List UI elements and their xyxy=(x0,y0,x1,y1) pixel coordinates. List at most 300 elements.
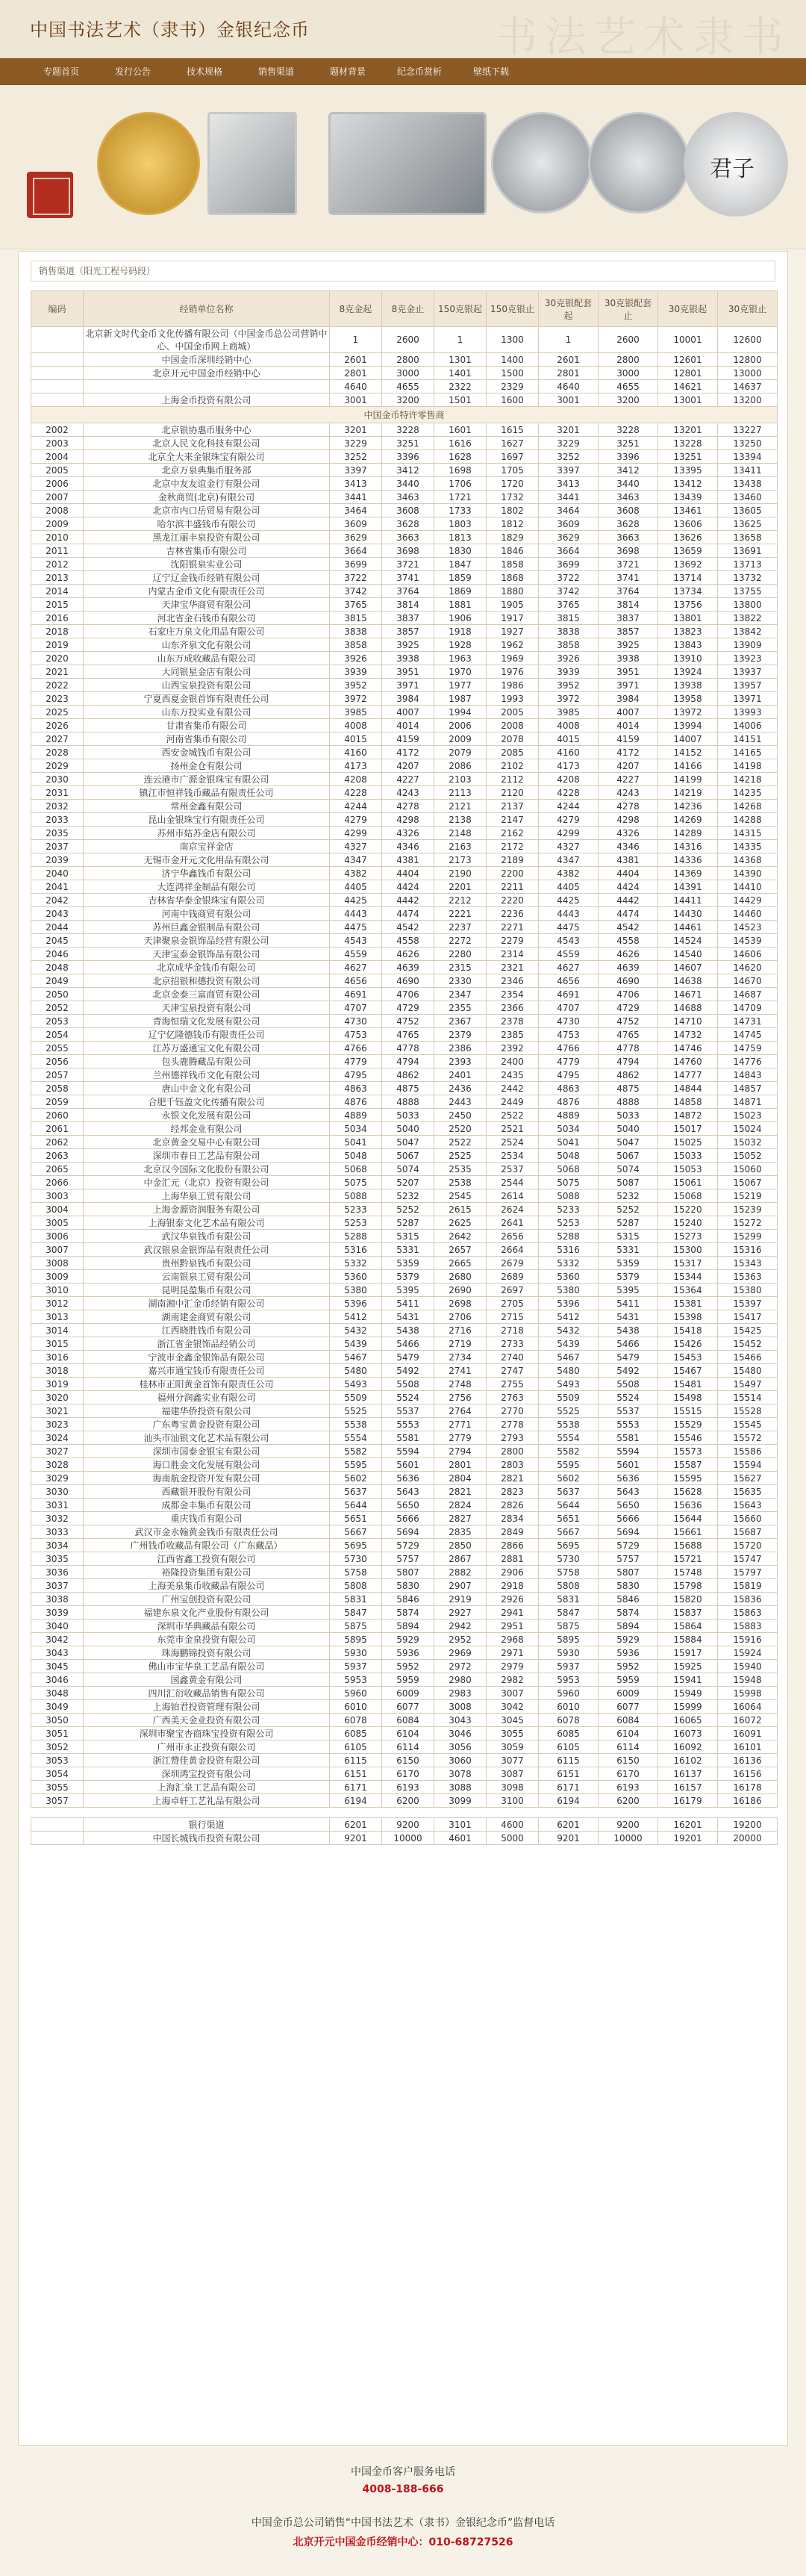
cell-code: 2020 xyxy=(31,652,84,665)
cell-range-value: 2524 xyxy=(487,1136,539,1149)
cell-range-value: 5667 xyxy=(330,1525,382,1539)
cell-code: 3013 xyxy=(31,1310,84,1324)
cell-range-value: 4424 xyxy=(382,880,434,894)
cell-range-value: 4347 xyxy=(539,853,599,867)
nav-item-home[interactable]: 专题首页 xyxy=(43,66,79,77)
cell-range-value: 2279 xyxy=(487,934,539,948)
cell-range-value: 3815 xyxy=(330,612,382,625)
cell-range-value: 15024 xyxy=(718,1122,778,1136)
cell-range-value: 3972 xyxy=(539,692,599,706)
cell-range-value: 4442 xyxy=(382,894,434,907)
table-row xyxy=(31,1176,778,1189)
cell-range-value: 15948 xyxy=(718,1673,778,1687)
cell-range-value: 13000 xyxy=(718,367,778,380)
cell-range-value: 2835 xyxy=(434,1525,487,1539)
cell-code: 2027 xyxy=(31,732,84,746)
cell-range-value: 6078 xyxy=(539,1714,599,1727)
breadcrumb: 销售渠道（阳光工程号码段） xyxy=(31,261,775,281)
cell-range-value: 5595 xyxy=(539,1458,599,1472)
cell-code: 3014 xyxy=(31,1324,84,1337)
cell-range-value: 14391 xyxy=(658,880,718,894)
cell-dealer-name: 广州市永正投资有限公司 xyxy=(84,1740,330,1754)
cell-range-value: 1906 xyxy=(434,612,487,625)
table-body xyxy=(31,327,778,1845)
cell-range-value: 2779 xyxy=(434,1431,487,1445)
table-row xyxy=(31,800,778,813)
table-row xyxy=(31,1499,778,1512)
cell-range-value: 14166 xyxy=(658,759,718,773)
cell-code: 2039 xyxy=(31,853,84,867)
cell-range-value: 1813 xyxy=(434,531,487,544)
cell-dealer-name: 中国长城钱币投资有限公司 xyxy=(84,1832,330,1845)
cell-range-value: 2103 xyxy=(434,773,487,786)
cell-range-value: 5396 xyxy=(539,1297,599,1310)
cell-range-value: 13412 xyxy=(658,477,718,491)
cell-range-value: 14637 xyxy=(718,380,778,393)
cell-code: 2018 xyxy=(31,625,84,638)
cell-range-value: 5359 xyxy=(599,1257,658,1270)
cell-range-value: 4425 xyxy=(330,894,382,907)
cell-range-value: 4404 xyxy=(599,867,658,880)
cell-range-value: 6084 xyxy=(382,1714,434,1727)
table-row xyxy=(31,1216,778,1230)
cell-range-value: 15381 xyxy=(658,1297,718,1310)
cell-range-value: 3088 xyxy=(434,1781,487,1794)
cell-range-value: 3396 xyxy=(382,450,434,464)
cell-range-value: 3412 xyxy=(382,464,434,477)
cell-range-value: 2347 xyxy=(434,988,487,1001)
cell-range-value: 2386 xyxy=(434,1042,487,1055)
cell-range-value: 20000 xyxy=(718,1832,778,1845)
cell-code: 2056 xyxy=(31,1055,84,1068)
cell-range-value: 5379 xyxy=(382,1270,434,1284)
cell-code: 2005 xyxy=(31,464,84,477)
cell-range-value: 2545 xyxy=(434,1189,487,1203)
cell-range-value: 2237 xyxy=(434,921,487,934)
cell-range-value: 3252 xyxy=(539,450,599,464)
cell-range-value: 16091 xyxy=(718,1727,778,1740)
cell-range-value: 2979 xyxy=(487,1660,539,1673)
cell-code: 2006 xyxy=(31,477,84,491)
cell-range-value: 2971 xyxy=(487,1646,539,1660)
cell-range-value: 2919 xyxy=(434,1593,487,1606)
cell-range-value: 5581 xyxy=(382,1431,434,1445)
cell-range-value: 2006 xyxy=(434,719,487,732)
cell-code xyxy=(31,367,84,380)
cell-range-value: 6078 xyxy=(330,1714,382,1727)
cell-range-value: 5048 xyxy=(330,1149,382,1163)
cell-range-value: 5525 xyxy=(539,1404,599,1418)
cell-range-value: 3043 xyxy=(434,1714,487,1727)
nav-item-wallpaper[interactable]: 壁纸下载 xyxy=(472,66,509,77)
cell-range-value: 4627 xyxy=(539,961,599,974)
table-row xyxy=(31,1818,778,1832)
cell-range-value: 5316 xyxy=(330,1243,382,1257)
cell-range-value: 15925 xyxy=(658,1660,718,1673)
table-row xyxy=(31,692,778,706)
table-row xyxy=(31,1001,778,1015)
cell-range-value: 5075 xyxy=(330,1176,382,1189)
cell-range-value: 1601 xyxy=(434,423,487,437)
cell-range-value: 5467 xyxy=(330,1351,382,1364)
cell-code: 3049 xyxy=(31,1700,84,1714)
cell-range-value: 2520 xyxy=(434,1122,487,1136)
cell-range-value: 2393 xyxy=(434,1055,487,1068)
cell-range-value: 13394 xyxy=(718,450,778,464)
cell-range-value: 13755 xyxy=(718,585,778,598)
cell-range-value: 2800 xyxy=(487,1445,539,1458)
cell-dealer-name: 浙江省金银饰品经销公司 xyxy=(84,1337,330,1351)
cell-range-value: 3628 xyxy=(382,517,434,531)
cell-code: 3009 xyxy=(31,1270,84,1284)
cell-range-value: 5000 xyxy=(487,1832,539,1845)
cell-code: 3050 xyxy=(31,1714,84,1727)
cell-code: 3054 xyxy=(31,1767,84,1781)
cell-range-value: 4766 xyxy=(539,1042,599,1055)
cell-range-value: 1993 xyxy=(487,692,539,706)
table-row xyxy=(31,464,778,477)
cell-range-value: 5479 xyxy=(599,1351,658,1364)
cell-range-value: 6105 xyxy=(539,1740,599,1754)
cell-dealer-name: 唐山中金文化有限公司 xyxy=(84,1082,330,1095)
cell-range-value: 15425 xyxy=(718,1324,778,1337)
cell-range-value: 3722 xyxy=(539,571,599,585)
table-row xyxy=(31,598,778,612)
cell-range-value: 4640 xyxy=(330,380,382,393)
cell-range-value: 3251 xyxy=(382,437,434,450)
cell-code: 3038 xyxy=(31,1593,84,1606)
cell-range-value: 15720 xyxy=(718,1539,778,1552)
cell-dealer-name: 武汉华泉钱币有限公司 xyxy=(84,1230,330,1243)
cell-range-value: 2972 xyxy=(434,1660,487,1673)
cell-range-value: 2379 xyxy=(434,1028,487,1042)
cell-range-value: 3078 xyxy=(434,1767,487,1781)
cell-dealer-name: 山东万成收藏品有限公司 xyxy=(84,652,330,665)
cell-range-value: 5643 xyxy=(599,1485,658,1499)
cell-range-value: 13460 xyxy=(718,491,778,504)
cell-dealer-name: 广州宝创投资有限公司 xyxy=(84,1593,330,1606)
cell-range-value: 3938 xyxy=(382,652,434,665)
cell-range-value: 15595 xyxy=(658,1472,718,1485)
table-row xyxy=(31,1189,778,1203)
cell-range-value: 2534 xyxy=(487,1149,539,1163)
cell-range-value: 15060 xyxy=(718,1163,778,1176)
cell-range-value: 5252 xyxy=(599,1203,658,1216)
cell-range-value: 1918 xyxy=(434,625,487,638)
cell-range-value: 3045 xyxy=(487,1714,539,1727)
nav-item-sales-channels[interactable]: 销售渠道 xyxy=(257,66,294,77)
cell-range-value: 3721 xyxy=(382,558,434,571)
cell-dealer-name: 裕隆投资集团有限公司 xyxy=(84,1566,330,1579)
cell-range-value: 1905 xyxy=(487,598,539,612)
cell-range-value: 5509 xyxy=(539,1391,599,1404)
cell-range-value: 5316 xyxy=(539,1243,599,1257)
cell-range-value: 3939 xyxy=(330,665,382,679)
table-row xyxy=(31,719,778,732)
cell-dealer-name: 西安金城钱币有限公司 xyxy=(84,746,330,759)
cell-range-value: 15052 xyxy=(718,1149,778,1163)
cell-code: 2028 xyxy=(31,746,84,759)
table-row xyxy=(31,1055,778,1068)
table-row xyxy=(31,1660,778,1673)
cell-range-value: 4405 xyxy=(539,880,599,894)
cell-range-value: 2821 xyxy=(487,1472,539,1485)
cell-code: 3057 xyxy=(31,1794,84,1808)
cell-range-value: 4298 xyxy=(382,813,434,827)
cell-range-value: 3722 xyxy=(330,571,382,585)
gold-coin-image xyxy=(97,112,200,215)
cell-code: 3031 xyxy=(31,1499,84,1512)
table-row xyxy=(31,880,778,894)
cell-range-value: 13924 xyxy=(658,665,718,679)
cell-range-value: 5602 xyxy=(539,1472,599,1485)
cell-range-value: 3464 xyxy=(539,504,599,517)
cell-range-value: 5315 xyxy=(599,1230,658,1243)
cell-range-value: 5553 xyxy=(382,1418,434,1431)
table-row xyxy=(31,1593,778,1606)
cell-range-value: 2315 xyxy=(434,961,487,974)
cell-range-value: 4173 xyxy=(539,759,599,773)
cell-range-value: 14607 xyxy=(658,961,718,974)
cell-range-value: 13691 xyxy=(718,544,778,558)
cell-code: 3024 xyxy=(31,1431,84,1445)
cell-range-value: 3228 xyxy=(382,423,434,437)
cell-range-value: 15572 xyxy=(718,1431,778,1445)
cell-range-value: 2968 xyxy=(487,1633,539,1646)
table-row xyxy=(31,327,778,353)
cell-code xyxy=(31,393,84,407)
cell-range-value: 5666 xyxy=(599,1512,658,1525)
table-row xyxy=(31,1552,778,1566)
cell-range-value: 15067 xyxy=(718,1176,778,1189)
cell-range-value: 4707 xyxy=(330,1001,382,1015)
cell-range-value: 5088 xyxy=(539,1189,599,1203)
cell-range-value: 14315 xyxy=(718,827,778,840)
cell-range-value: 1705 xyxy=(487,464,539,477)
cell-range-value: 2449 xyxy=(487,1095,539,1109)
cell-range-value: 2113 xyxy=(434,786,487,800)
cell-range-value: 2314 xyxy=(487,948,539,961)
cell-range-value: 4876 xyxy=(330,1095,382,1109)
cell-range-value: 14871 xyxy=(718,1095,778,1109)
cell-code: 2049 xyxy=(31,974,84,988)
cell-range-value: 4227 xyxy=(382,773,434,786)
table-row xyxy=(31,1082,778,1095)
cell-range-value: 5288 xyxy=(539,1230,599,1243)
cell-range-value: 3200 xyxy=(599,393,658,407)
cell-range-value: 2697 xyxy=(487,1284,539,1297)
cell-range-value: 14638 xyxy=(658,974,718,988)
cell-range-value: 5937 xyxy=(330,1660,382,1673)
cell-range-value: 4707 xyxy=(539,1001,599,1015)
nav-item-announcement[interactable]: 发行公告 xyxy=(114,66,151,77)
cell-range-value: 2147 xyxy=(487,813,539,827)
nav-item-specs[interactable]: 技术规格 xyxy=(186,66,222,77)
table-row xyxy=(31,1620,778,1633)
cell-range-value: 15480 xyxy=(718,1364,778,1378)
cell-range-value: 5412 xyxy=(330,1310,382,1324)
cell-range-value: 15884 xyxy=(658,1633,718,1646)
cell-range-value: 1994 xyxy=(434,706,487,719)
cell-range-value: 5380 xyxy=(539,1284,599,1297)
cell-code: 3020 xyxy=(31,1391,84,1404)
cell-range-value: 5644 xyxy=(330,1499,382,1512)
cell-range-value: 4443 xyxy=(330,907,382,921)
cell-range-value: 4424 xyxy=(599,880,658,894)
table-row xyxy=(31,1579,778,1593)
cell-range-value: 15515 xyxy=(658,1404,718,1418)
cell-range-value: 15467 xyxy=(658,1364,718,1378)
table-row xyxy=(31,1364,778,1378)
cell-dealer-name: 武汉市金永翰黄金钱币有限责任公司 xyxy=(84,1525,330,1539)
cell-range-value: 5874 xyxy=(599,1606,658,1620)
cell-dealer-name: 佛山市宝华泉工艺品有限公司 xyxy=(84,1660,330,1673)
table-row xyxy=(31,746,778,759)
cell-range-value: 2756 xyxy=(434,1391,487,1404)
cell-range-value: 4889 xyxy=(539,1109,599,1122)
cell-range-value: 15924 xyxy=(718,1646,778,1660)
hotline-label: 中国金币客户服务电话 xyxy=(351,2466,455,2478)
cell-range-value: 4278 xyxy=(599,800,658,813)
cell-range-value: 4159 xyxy=(382,732,434,746)
cell-range-value: 4014 xyxy=(599,719,658,732)
table-row xyxy=(31,921,778,934)
cell-range-value: 5359 xyxy=(382,1257,434,1270)
cell-range-value: 15466 xyxy=(718,1351,778,1364)
cell-range-value: 3741 xyxy=(599,571,658,585)
cell-range-value: 1962 xyxy=(487,638,539,652)
cell-range-value: 3042 xyxy=(487,1700,539,1714)
cell-dealer-name: 北京银协惠币服务中心 xyxy=(84,423,330,437)
cell-range-value: 2367 xyxy=(434,1015,487,1028)
cell-range-value: 2112 xyxy=(487,773,539,786)
table-row xyxy=(31,353,778,367)
cell-range-value: 6170 xyxy=(382,1767,434,1781)
cell-code: 3023 xyxy=(31,1418,84,1431)
cell-range-value: 4794 xyxy=(382,1055,434,1068)
cell-range-value: 10001 xyxy=(658,327,718,353)
cell-range-value: 15748 xyxy=(658,1566,718,1579)
cell-range-value: 2823 xyxy=(487,1485,539,1499)
cell-code: 2043 xyxy=(31,907,84,921)
cell-range-value: 15999 xyxy=(658,1700,718,1714)
cell-dealer-name: 广东粤宝黄金投资有限公司 xyxy=(84,1418,330,1431)
cell-range-value: 15587 xyxy=(658,1458,718,1472)
table-row xyxy=(31,1297,778,1310)
cell-range-value: 4405 xyxy=(330,880,382,894)
cell-range-value: 1 xyxy=(434,327,487,353)
cell-dealer-name: 北京全大来金银珠宝有限公司 xyxy=(84,450,330,464)
cell-range-value: 15364 xyxy=(658,1284,718,1297)
cell-code: 3052 xyxy=(31,1740,84,1754)
cell-dealer-name: 上海美泉集币收藏品有限公司 xyxy=(84,1579,330,1593)
cell-range-value: 15033 xyxy=(658,1149,718,1163)
cell-range-value: 5412 xyxy=(539,1310,599,1324)
cell-range-value: 14746 xyxy=(658,1042,718,1055)
cell-code: 2050 xyxy=(31,988,84,1001)
cell-range-value: 2401 xyxy=(434,1068,487,1082)
cell-code: 3015 xyxy=(31,1337,84,1351)
section-label: 中国金币特许零售商 xyxy=(31,407,778,423)
cell-range-value: 13994 xyxy=(658,719,718,732)
cell-range-value: 4425 xyxy=(539,894,599,907)
cell-range-value: 5508 xyxy=(599,1378,658,1391)
cell-range-value: 5651 xyxy=(539,1512,599,1525)
table-row xyxy=(31,773,778,786)
cell-range-value: 5807 xyxy=(382,1566,434,1579)
cell-code: 3045 xyxy=(31,1660,84,1673)
cell-range-value: 14368 xyxy=(718,853,778,867)
cell-range-value: 10000 xyxy=(599,1832,658,1845)
cell-range-value: 1706 xyxy=(434,477,487,491)
cell-range-value: 13822 xyxy=(718,612,778,625)
cell-range-value: 15529 xyxy=(658,1418,718,1431)
cell-range-value: 4559 xyxy=(330,948,382,961)
cell-range-value: 14410 xyxy=(718,880,778,894)
cell-dealer-name: 甘肃省集币有限公司 xyxy=(84,719,330,732)
cell-dealer-name: 哈尔滨丰盛钱币有限公司 xyxy=(84,517,330,531)
cell-code: 3037 xyxy=(31,1579,84,1593)
cell-range-value: 14316 xyxy=(658,840,718,853)
cell-code: 2014 xyxy=(31,585,84,598)
cell-range-value: 15916 xyxy=(718,1633,778,1646)
cell-range-value: 3396 xyxy=(599,450,658,464)
table-row xyxy=(31,1324,778,1337)
cell-range-value: 6201 xyxy=(330,1818,382,1832)
cell-range-value: 4381 xyxy=(382,853,434,867)
cell-range-value: 4160 xyxy=(330,746,382,759)
cell-code: 3027 xyxy=(31,1445,84,1458)
cell-range-value: 2538 xyxy=(434,1176,487,1189)
cell-range-value: 2120 xyxy=(487,786,539,800)
cell-range-value: 4626 xyxy=(599,948,658,961)
table-row xyxy=(31,1566,778,1579)
cell-range-value: 5048 xyxy=(539,1149,599,1163)
cell-range-value: 2800 xyxy=(599,353,658,367)
cell-range-value: 3628 xyxy=(599,517,658,531)
nav-item-appreciation[interactable]: 纪念币赏析 xyxy=(396,66,442,77)
cell-range-value: 14007 xyxy=(658,732,718,746)
cell-range-value: 15426 xyxy=(658,1337,718,1351)
cell-range-value: 14369 xyxy=(658,867,718,880)
cell-dealer-name: 北京汉今国际文化股份有限公司 xyxy=(84,1163,330,1176)
cell-dealer-name: 上海卓轩工艺礼品有限公司 xyxy=(84,1794,330,1808)
cell-range-value: 5929 xyxy=(382,1633,434,1646)
cell-code: 2062 xyxy=(31,1136,84,1149)
table-row xyxy=(31,380,778,393)
nav-item-background[interactable]: 题材背景 xyxy=(329,66,366,77)
cell-range-value: 16072 xyxy=(718,1714,778,1727)
table-row xyxy=(31,1122,778,1136)
cell-range-value: 15573 xyxy=(658,1445,718,1458)
cell-range-value: 4015 xyxy=(330,732,382,746)
cell-range-value: 5643 xyxy=(382,1485,434,1499)
cell-range-value: 14858 xyxy=(658,1095,718,1109)
cell-range-value: 3838 xyxy=(539,625,599,638)
cell-range-value: 2522 xyxy=(487,1109,539,1122)
cell-code xyxy=(31,1832,84,1845)
table-row xyxy=(31,907,778,921)
cell-range-value: 5636 xyxy=(382,1472,434,1485)
cell-range-value: 15239 xyxy=(718,1203,778,1216)
cell-dealer-name: 北京万泉典集币服务部 xyxy=(84,464,330,477)
cell-range-value: 15797 xyxy=(718,1566,778,1579)
cell-range-value: 5581 xyxy=(599,1431,658,1445)
cell-range-value: 1829 xyxy=(487,531,539,544)
cell-code xyxy=(31,1818,84,1832)
table-row xyxy=(31,1351,778,1364)
cell-range-value: 4765 xyxy=(599,1028,658,1042)
